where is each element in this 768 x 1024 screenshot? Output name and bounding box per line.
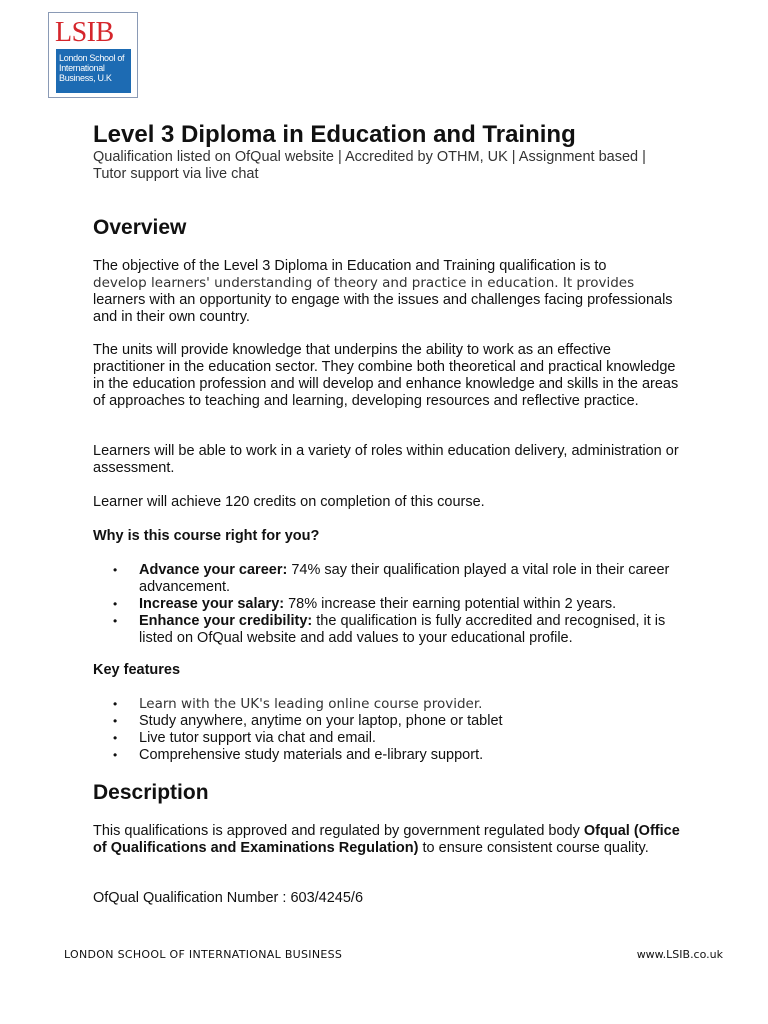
description-text-c: to ensure consistent course quality.: [418, 840, 649, 856]
why-item-label: Increase your salary:: [139, 596, 285, 612]
key-feature-item: [93, 696, 683, 713]
overview-paragraph-3: Learners will be able to work in a variety of roles within education delivery, administration or assessment.: [93, 443, 679, 476]
footer-school-name: LONDON SCHOOL OF INTERNATIONAL BUSINESS: [64, 948, 343, 961]
logo-line-2: International: [59, 63, 105, 73]
page-subtitle: Qualification listed on OfQual website | Accredited by OTHM, UK | Assignment based | Tutor support via live chat: [93, 149, 646, 182]
key-features-list: [93, 696, 683, 764]
description-text-a: This qualifications is approved and regulated by government regulated body: [93, 823, 584, 839]
why-item: [93, 562, 683, 596]
key-feature-item: • Live tutor support via chat and email.: [93, 730, 683, 747]
why-item-label: Enhance your credibility:: [139, 613, 313, 629]
footer-website-link[interactable]: www.LSIB.co.uk: [636, 948, 723, 961]
why-item: [93, 613, 683, 647]
overview-p1-line-b: develop learners' understanding of theory and practice in education. It provides: [93, 275, 635, 291]
logo-line-1: London School of: [59, 53, 125, 63]
overview-paragraph-4: Learner will achieve 120 credits on completion of this course.: [93, 494, 485, 510]
why-heading: Why is this course right for you?: [93, 528, 320, 544]
logo-name-box: [56, 49, 131, 93]
page-title: Level 3 Diploma in Education and Training: [93, 121, 576, 148]
qualification-number: OfQual Qualification Number : 603/4245/6: [93, 890, 364, 906]
key-features-heading: Key features: [93, 662, 181, 678]
overview-paragraph-1: [93, 258, 683, 326]
why-list: [93, 562, 683, 647]
why-item-label: Advance your career:: [139, 562, 288, 578]
key-feature-item: • Comprehensive study materials and e-library support.: [93, 747, 683, 764]
why-item-text: 74% say their qualification played a vital role in their career advancement.: [139, 562, 670, 595]
why-item-text: the qualification is fully accredited and recognised, it is listed on OfQual website and add values to your educational profile.: [139, 613, 666, 646]
key-feature-text: Learn with the UK's leading online course provider.: [139, 696, 483, 712]
description-paragraph: [93, 823, 683, 857]
description-regulator: Ofqual (Office of Qualifications and Examinations Regulation): [93, 823, 680, 856]
why-item: [93, 596, 683, 613]
overview-p1-line-a: The objective of the Level 3 Diploma in Education and Training qualification is to: [93, 258, 607, 274]
lsib-logo: [48, 12, 138, 98]
logo-acronym: LSIB: [55, 17, 114, 48]
overview-p1-line-c: learners with an opportunity to engage with the issues and challenges facing professionals and in their own country.: [93, 292, 673, 325]
logo-line-3: Business, U.K: [59, 73, 112, 83]
key-feature-item: • Study anywhere, anytime on your laptop, phone or tablet: [93, 713, 683, 730]
overview-paragraph-2: The units will provide knowledge that underpins the ability to work as an effective practitioner in the education sector. They combine both theoretical and practical knowledge in the education profession and will develop and enhance knowledge and skills in the areas of approaches to teaching and learning, developing resources and reflective practice.: [93, 342, 679, 409]
overview-heading: Overview: [93, 216, 187, 239]
description-heading: Description: [93, 781, 209, 804]
why-item-text: 78% increase their earning potential within 2 years.: [284, 596, 617, 612]
